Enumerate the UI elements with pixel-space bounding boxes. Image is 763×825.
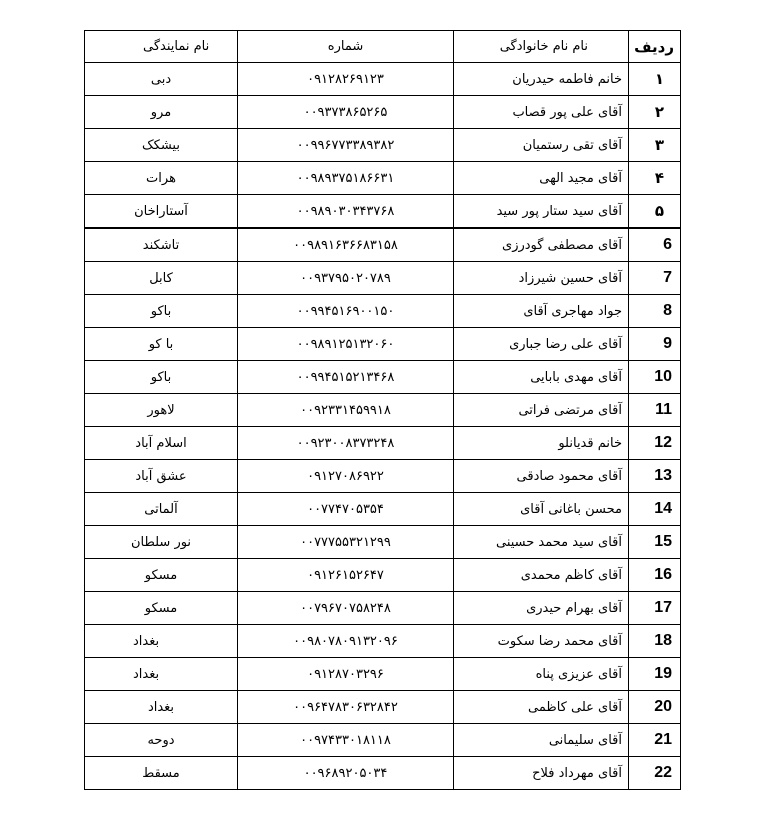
row-name: آقای علی کاظمی — [454, 691, 629, 724]
row-number: ۰۰۹۲۳۰۰۸۳۷۳۲۴۸ — [238, 427, 454, 460]
table-row — [85, 129, 681, 162]
row-name: آقای محمود صادقی — [454, 460, 629, 493]
row-city: باکو — [85, 295, 238, 328]
row-name: آقای محمد رضا سکوت — [454, 625, 629, 658]
row-number: ۰۰۹۸۹۱۶۳۶۶۸۳۱۵۸ — [238, 228, 454, 262]
row-number: ۰۰۹۸۹۰۳۰۳۴۳۷۶۸ — [238, 195, 454, 229]
row-name: آقای علی پور قصاب — [454, 96, 629, 129]
row-city: مرو — [85, 96, 238, 129]
table-row — [85, 427, 681, 460]
row-number: ۰۰۹۶۴۷۸۳۰۶۳۲۸۴۲ — [238, 691, 454, 724]
row-index: 17 — [629, 592, 681, 625]
row-city: تاشکند — [85, 228, 238, 262]
row-index: ۴ — [629, 162, 681, 195]
table-row — [85, 394, 681, 427]
row-index: 21 — [629, 724, 681, 757]
header-row — [85, 31, 681, 63]
row-city: دوحه — [85, 724, 238, 757]
row-city: بغداد — [85, 691, 238, 724]
row-index: 15 — [629, 526, 681, 559]
row-number: ۰۰۹۳۷۳۸۶۵۲۶۵ — [238, 96, 454, 129]
header-representation: نام نمایندگی — [85, 31, 238, 63]
row-city: آستاراخان — [85, 195, 238, 229]
row-number: ۰۹۱۲۶۱۵۲۶۴۷ — [238, 559, 454, 592]
table-row — [85, 526, 681, 559]
row-number: ۰۰۹۸۰۷۸۰۹۱۳۲۰۹۶ — [238, 625, 454, 658]
row-name: آقای علی رضا جباری — [454, 328, 629, 361]
row-name: جواد مهاجری آقای — [454, 295, 629, 328]
row-number: ۰۰۹۲۳۳۱۴۵۹۹۱۸ — [238, 394, 454, 427]
representatives-table-container — [84, 30, 680, 790]
table-row — [85, 493, 681, 526]
row-number: ۰۰۹۶۸۹۲۰۵۰۳۴ — [238, 757, 454, 790]
row-city: باکو — [85, 361, 238, 394]
row-city: آلماتی — [85, 493, 238, 526]
row-number: ۰۰۷۷۴۷۰۵۳۵۴ — [238, 493, 454, 526]
header-index: ردیف — [629, 31, 681, 63]
row-index: 20 — [629, 691, 681, 724]
row-index: ۵ — [629, 195, 681, 229]
row-index: 14 — [629, 493, 681, 526]
table-row — [85, 361, 681, 394]
row-city: دبی — [85, 63, 238, 96]
row-name: آقای سید ستار پور سید — [454, 195, 629, 229]
row-name: محسن باغانی آقای — [454, 493, 629, 526]
row-index: 12 — [629, 427, 681, 460]
table-row — [85, 460, 681, 493]
table-row — [85, 162, 681, 195]
table-row — [85, 195, 681, 229]
row-number: ۰۰۹۷۴۳۳۰۱۸۱۱۸ — [238, 724, 454, 757]
row-index: 11 — [629, 394, 681, 427]
row-number: ۰۰۹۸۹۳۷۵۱۸۶۶۳۱ — [238, 162, 454, 195]
table-row — [85, 724, 681, 757]
row-index: ۳ — [629, 129, 681, 162]
table-body — [85, 63, 681, 790]
representatives-table — [84, 30, 681, 790]
table-row — [85, 295, 681, 328]
row-index: 22 — [629, 757, 681, 790]
table-row — [85, 592, 681, 625]
row-city: کابل — [85, 262, 238, 295]
row-index: 6 — [629, 228, 681, 262]
table-row — [85, 96, 681, 129]
row-name: آقای مصطفی گودرزی — [454, 228, 629, 262]
table-row — [85, 691, 681, 724]
row-name: آقای مهدی بابایی — [454, 361, 629, 394]
row-name: آقای بهرام حیدری — [454, 592, 629, 625]
row-number: ۰۹۱۲۸۷۰۳۲۹۶ — [238, 658, 454, 691]
row-index: 13 — [629, 460, 681, 493]
row-city: مسکو — [85, 559, 238, 592]
table-row — [85, 559, 681, 592]
table-row — [85, 262, 681, 295]
row-index: ۱ — [629, 63, 681, 96]
row-index: 16 — [629, 559, 681, 592]
row-name: خانم قدیانلو — [454, 427, 629, 460]
row-name: آقای مجید الهی — [454, 162, 629, 195]
table-row — [85, 63, 681, 96]
row-city: لاهور — [85, 394, 238, 427]
table-row — [85, 228, 681, 262]
row-number: ۰۰۹۹۴۵۱۶۹۰۰۱۵۰ — [238, 295, 454, 328]
row-number: ۰۰۹۹۶۷۷۳۳۸۹۳۸۲ — [238, 129, 454, 162]
row-name: آقای سید محمد حسینی — [454, 526, 629, 559]
header-number: شماره — [238, 31, 454, 63]
row-index: 7 — [629, 262, 681, 295]
row-index: 19 — [629, 658, 681, 691]
row-city: اسلام آباد — [85, 427, 238, 460]
row-name: آقای عزیزی پناه — [454, 658, 629, 691]
header-name: نام نام خانوادگی — [454, 31, 629, 63]
row-number: ۰۰۷۹۶۷۰۷۵۸۲۴۸ — [238, 592, 454, 625]
row-city: مسکو — [85, 592, 238, 625]
row-name: خانم فاطمه حیدریان — [454, 63, 629, 96]
row-number: ۰۰۹۸۹۱۲۵۱۳۲۰۶۰ — [238, 328, 454, 361]
table-row — [85, 328, 681, 361]
row-city: بغداد — [85, 658, 238, 691]
row-name: آقای حسین شیرزاد — [454, 262, 629, 295]
row-number: ۰۰۹۳۷۹۵۰۲۰۷۸۹ — [238, 262, 454, 295]
row-name: آقای تقی رستمیان — [454, 129, 629, 162]
row-city: بغداد — [85, 625, 238, 658]
row-number: ۰۹۱۲۷۰۸۶۹۲۲ — [238, 460, 454, 493]
row-city: نور سلطان — [85, 526, 238, 559]
row-index: 9 — [629, 328, 681, 361]
row-name: آقای کاظم محمدی — [454, 559, 629, 592]
row-index: 18 — [629, 625, 681, 658]
row-name: آقای سلیمانی — [454, 724, 629, 757]
row-city: بیشکک — [85, 129, 238, 162]
table-row — [85, 625, 681, 658]
row-number: ۰۰۹۹۴۵۱۵۲۱۳۴۶۸ — [238, 361, 454, 394]
row-index: 8 — [629, 295, 681, 328]
row-city: با کو — [85, 328, 238, 361]
table-header — [85, 31, 681, 63]
table-row — [85, 757, 681, 790]
table-row — [85, 658, 681, 691]
row-index: 10 — [629, 361, 681, 394]
row-number: ۰۹۱۲۸۲۶۹۱۲۳ — [238, 63, 454, 96]
row-city: هرات — [85, 162, 238, 195]
row-city: عشق آباد — [85, 460, 238, 493]
row-number: ۰۰۷۷۷۵۵۳۲۱۲۹۹ — [238, 526, 454, 559]
row-name: آقای مرتضی فراتی — [454, 394, 629, 427]
row-index: ۲ — [629, 96, 681, 129]
row-name: آقای مهرداد فلاح — [454, 757, 629, 790]
row-city: مسقط — [85, 757, 238, 790]
